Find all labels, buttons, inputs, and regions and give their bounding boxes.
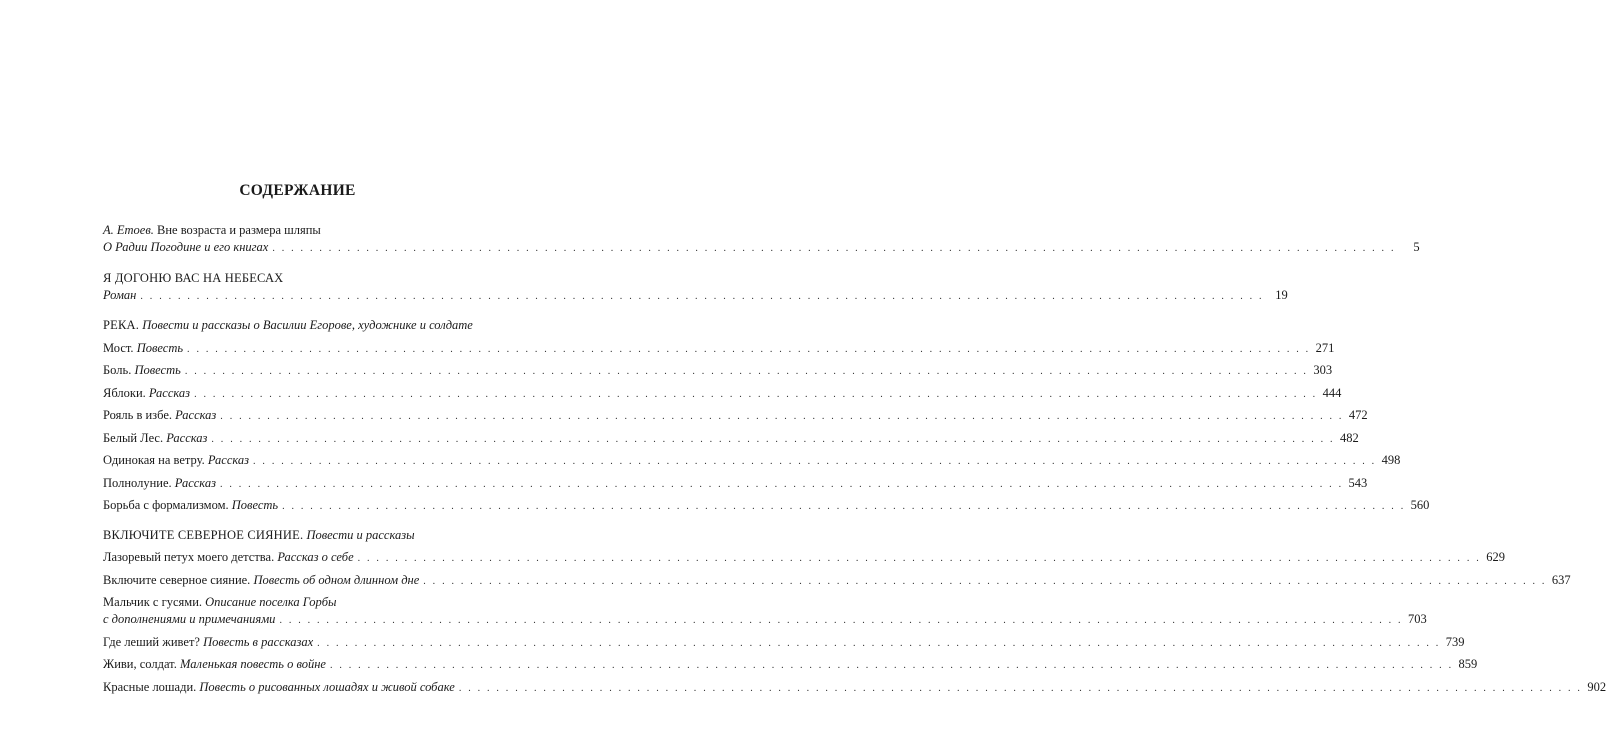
intro-subtitle: О Радии Погодине и его книгах [103, 240, 269, 254]
toc-entry [103, 549, 1505, 566]
entry-title: Белый Лес. [103, 430, 164, 445]
entry-title: Мост. [103, 340, 134, 355]
entry-title: Боль. [103, 363, 132, 377]
entry-genre: Роман [103, 287, 137, 302]
section-2-entries [103, 340, 1430, 515]
page-number: 629 [1486, 550, 1505, 564]
page-number: 303 [1313, 363, 1333, 377]
toc-entry [103, 239, 1420, 256]
entry-genre: Повесть о рисованных лошадях и живой собаке [196, 679, 455, 694]
page-number: 5 [1413, 240, 1420, 254]
entry-genre: Рассказ [163, 430, 208, 445]
toc-entry [103, 340, 1335, 357]
page-number: 560 [1410, 498, 1430, 512]
entry-title: Борьба с формализмом. [103, 498, 229, 512]
entry-genre: Повесть [228, 498, 279, 512]
toc-entry [103, 656, 1478, 673]
entry-title: Живи, солдат. [103, 657, 177, 671]
page-number: 543 [1348, 475, 1368, 490]
leader-dots: . . . . . . . . . . . . . . . . . . . . . . . . . . . . . . . . . . . . . . . . . . . . . . . . . . . . . . . . . . . . . . . . . . . . . . . . . . . . . . . . . . . . . . . . . . . . . . . . . . . . . . . . . . . . . . . . . . . . . . . . [458, 682, 1583, 694]
toc-title: СОДЕРЖАНИЕ [239, 182, 356, 199]
page-number: 482 [1339, 430, 1359, 445]
entry-genre: Рассказ [171, 475, 216, 490]
toc-section-2 [103, 317, 1430, 514]
entry-title: Красные лошади. [103, 679, 197, 694]
entry-title: Лазоревый петух моего детства. [103, 550, 275, 564]
leader-dots: . . . . . . . . . . . . . . . . . . . . . . . . . . . . . . . . . . . . . . . . . . . . . . . . . . . . . . . . . . . . . . . . . . . . . . . . . . . . . . . . . . . . . . . . . . . . . . . . . . . . . . . . . . . . . . . . . . . . . . . . [219, 478, 1344, 490]
leader-dots: . . . . . . . . . . . . . . . . . . . . . . . . . . . . . . . . . . . . . . . . . . . . . . . . . . . . . . . . . . . . . . . . . . . . . . . . . . . . . . . . . . . . . . . . . . . . . . . . . . . . . . . . . . . . . . . . . . . . . . . . [279, 615, 1403, 626]
leader-dots: . . . . . . . . . . . . . . . . . . . . . . . . . . . . . . . . . . . . . . . . . . . . . . . . . . . . . . . . . . . . . . . . . . . . . . . . . . . . . . . . . . . . . . . . . . . . . . . . . . . . . . . . . . . . . . . . . . . . . . . . [357, 553, 1481, 564]
entry-genre: Повесть в рассказах [199, 634, 314, 649]
entry-title: Включите северное сияние. [103, 572, 251, 587]
toc-entry [103, 572, 1571, 589]
leader-dots: . . . . . . . . . . . . . . . . . . . . . . . . . . . . . . . . . . . . . . . . . . . . . . . . . . . . . . . . . . . . . . . . . . . . . . . . . . . . . . . . . . . . . . . . . . . . . . . . . . . . . . . . . . . . . . . . . . . . . . . . [253, 456, 1377, 467]
leader-dots: . . . . . . . . . . . . . . . . . . . . . . . . . . . . . . . . . . . . . . . . . . . . . . . . . . . . . . . . . . . . . . . . . . . . . . . . . . . . . . . . . . . . . . . . . . . . . . . . . . . . . . . . . . . . . . . . . . . . . . . . [187, 343, 1311, 355]
entry-genre: Маленькая повесть о войне [176, 657, 326, 671]
intro-author: А. Етоев. [103, 223, 154, 237]
page-number: 902 [1587, 679, 1606, 694]
entry-title: Рояль в избе. [103, 408, 172, 422]
table-of-contents [103, 182, 1606, 701]
page-number: 859 [1458, 657, 1478, 671]
entry-genre: Повесть [131, 363, 181, 377]
section-3-entries-2 [103, 634, 1606, 696]
entry-title: Полнолуние. [103, 475, 172, 490]
leader-dots: . . . . . . . . . . . . . . . . . . . . . . . . . . . . . . . . . . . . . . . . . . . . . . . . . . . . . . . . . . . . . . . . . . . . . . . . . . . . . . . . . . . . . . . . . . . . . . . . . . . . . . . . . . . . . . . . . . . . . . . . [317, 637, 1441, 649]
entry-genre: Рассказ о себе [274, 550, 354, 564]
intro-heading [103, 222, 492, 239]
leader-dots: . . . . . . . . . . . . . . . . . . . . . . . . . . . . . . . . . . . . . . . . . . . . . . . . . . . . . . . . . . . . . . . . . . . . . . . . . . . . . . . . . . . . . . . . . . . . . . . . . . . . . . . . . . . . . . . . . . . . . . . . [194, 388, 1318, 400]
toc-entry [103, 634, 1465, 651]
entry-title: Где леший живет? [103, 634, 200, 649]
toc-entry: с дополнениями и примечаниями . . . . . . . . . . . . . . . . . . . . . . . . . . . . . . . . . . . . . . . . . . . . . . . . . . . . . . . . . . . . . . . . . . . . . . . . . . . . . . . . . . . . . . . . . . . . . . . . . . . . . . . . . . . . . . . . . . . . . . . . 703 [103, 611, 492, 628]
intro-title: Вне возраста и размера шляпы [153, 223, 321, 237]
page-number: 498 [1381, 453, 1401, 467]
page-number: 637 [1551, 572, 1571, 587]
entry-genre: Рассказ [145, 385, 191, 400]
toc-section-1 [103, 270, 1288, 304]
toc-entry [103, 475, 1368, 492]
page-number: 444 [1322, 385, 1342, 400]
entry-genre: Рассказ [172, 408, 217, 422]
entry-title: Яблоки. [103, 385, 146, 400]
entry-genre: Повесть [133, 340, 184, 355]
page-number: 703 [1408, 612, 1427, 626]
section-3-entries [103, 549, 1571, 589]
toc-entry [103, 497, 1430, 514]
entry-title: Одинокая на ветру. [103, 453, 205, 467]
leader-dots: . . . . . . . . . . . . . . . . . . . . . . . . . . . . . . . . . . . . . . . . . . . . . . . . . . . . . . . . . . . . . . . . . . . . . . . . . . . . . . . . . . . . . . . . . . . . . . . . . . . . . . . . . . . . . . . . . . . . . . . . [329, 660, 1454, 671]
toc-entry [103, 679, 1606, 696]
section-heading: Я ДОГОНЮ ВАС НА НЕБЕСАХ [103, 270, 284, 285]
section-heading: РЕКА. Повести и рассказы о Василии Егорове, художнике и солдате [103, 318, 473, 332]
leader-dots: . . . . . . . . . . . . . . . . . . . . . . . . . . . . . . . . . . . . . . . . . . . . . . . . . . . . . . . . . . . . . . . . . . . . . . . . . . . . . . . . . . . . . . . . . . . . . . . . . . . . . . . . . . . . . . . . . . . . . . . . [423, 575, 1547, 587]
toc-entry [103, 385, 1342, 402]
page-number: 472 [1348, 408, 1368, 422]
page-number: 271 [1315, 340, 1335, 355]
leader-dots: . . . . . . . . . . . . . . . . . . . . . . . . . . . . . . . . . . . . . . . . . . . . . . . . . . . . . . . . . . . . . . . . . . . . . . . . . . . . . . . . . . . . . . . . . . . . . . . . . . . . . . . . . . . . . . . . . . . . . . . . [184, 366, 1309, 377]
leader-dots: . . . . . . . . . . . . . . . . . . . . . . . . . . . . . . . . . . . . . . . . . . . . . . . . . . . . . . . . . . . . . . . . . . . . . . . . . . . . . . . . . . . . . . . . . . . . . . . . . . . . . . . . . . . . . . . . . . . . . . . . [140, 290, 1264, 302]
toc-entry [103, 287, 1288, 304]
leader-dots: . . . . . . . . . . . . . . . . . . . . . . . . . . . . . . . . . . . . . . . . . . . . . . . . . . . . . . . . . . . . . . . . . . . . . . . . . . . . . . . . . . . . . . . . . . . . . . . . . . . . . . . . . . . . . . . . . . . . . . . . [211, 433, 1335, 445]
toc-entry [103, 430, 1359, 447]
entry-genre: Рассказ [204, 453, 250, 467]
entry-genre: Повесть об одном длинном дне [250, 572, 420, 587]
toc-entry [103, 452, 1401, 469]
section-heading: ВКЛЮЧИТЕ СЕВЕРНОЕ СИЯНИЕ. Повести и рассказы [103, 527, 415, 542]
page-number: 739 [1445, 634, 1465, 649]
toc-entry [103, 362, 1333, 379]
toc-entry [103, 407, 1368, 424]
toc-intro [103, 222, 1420, 256]
toc-entry-multiline: Мальчик с гусями. Описание поселка Горбы [103, 595, 337, 609]
leader-dots: . . . . . . . . . . . . . . . . . . . . . . . . . . . . . . . . . . . . . . . . . . . . . . . . . . . . . . . . . . . . . . . . . . . . . . . . . . . . . . . . . . . . . . . . . . . . . . . . . . . . . . . . . . . . . . . . . . . . . . . . [220, 411, 1344, 422]
page-number: 19 [1275, 287, 1288, 302]
leader-dots: . . . . . . . . . . . . . . . . . . . . . . . . . . . . . . . . . . . . . . . . . . . . . . . . . . . . . . . . . . . . . . . . . . . . . . . . . . . . . . . . . . . . . . . . . . . . . . . . . . . . . . . . . . . . . . . . . . . . . . . . [272, 243, 1396, 254]
leader-dots: . . . . . . . . . . . . . . . . . . . . . . . . . . . . . . . . . . . . . . . . . . . . . . . . . . . . . . . . . . . . . . . . . . . . . . . . . . . . . . . . . . . . . . . . . . . . . . . . . . . . . . . . . . . . . . . . . . . . . . . . [282, 501, 1406, 512]
toc-section-3 [103, 527, 1606, 696]
